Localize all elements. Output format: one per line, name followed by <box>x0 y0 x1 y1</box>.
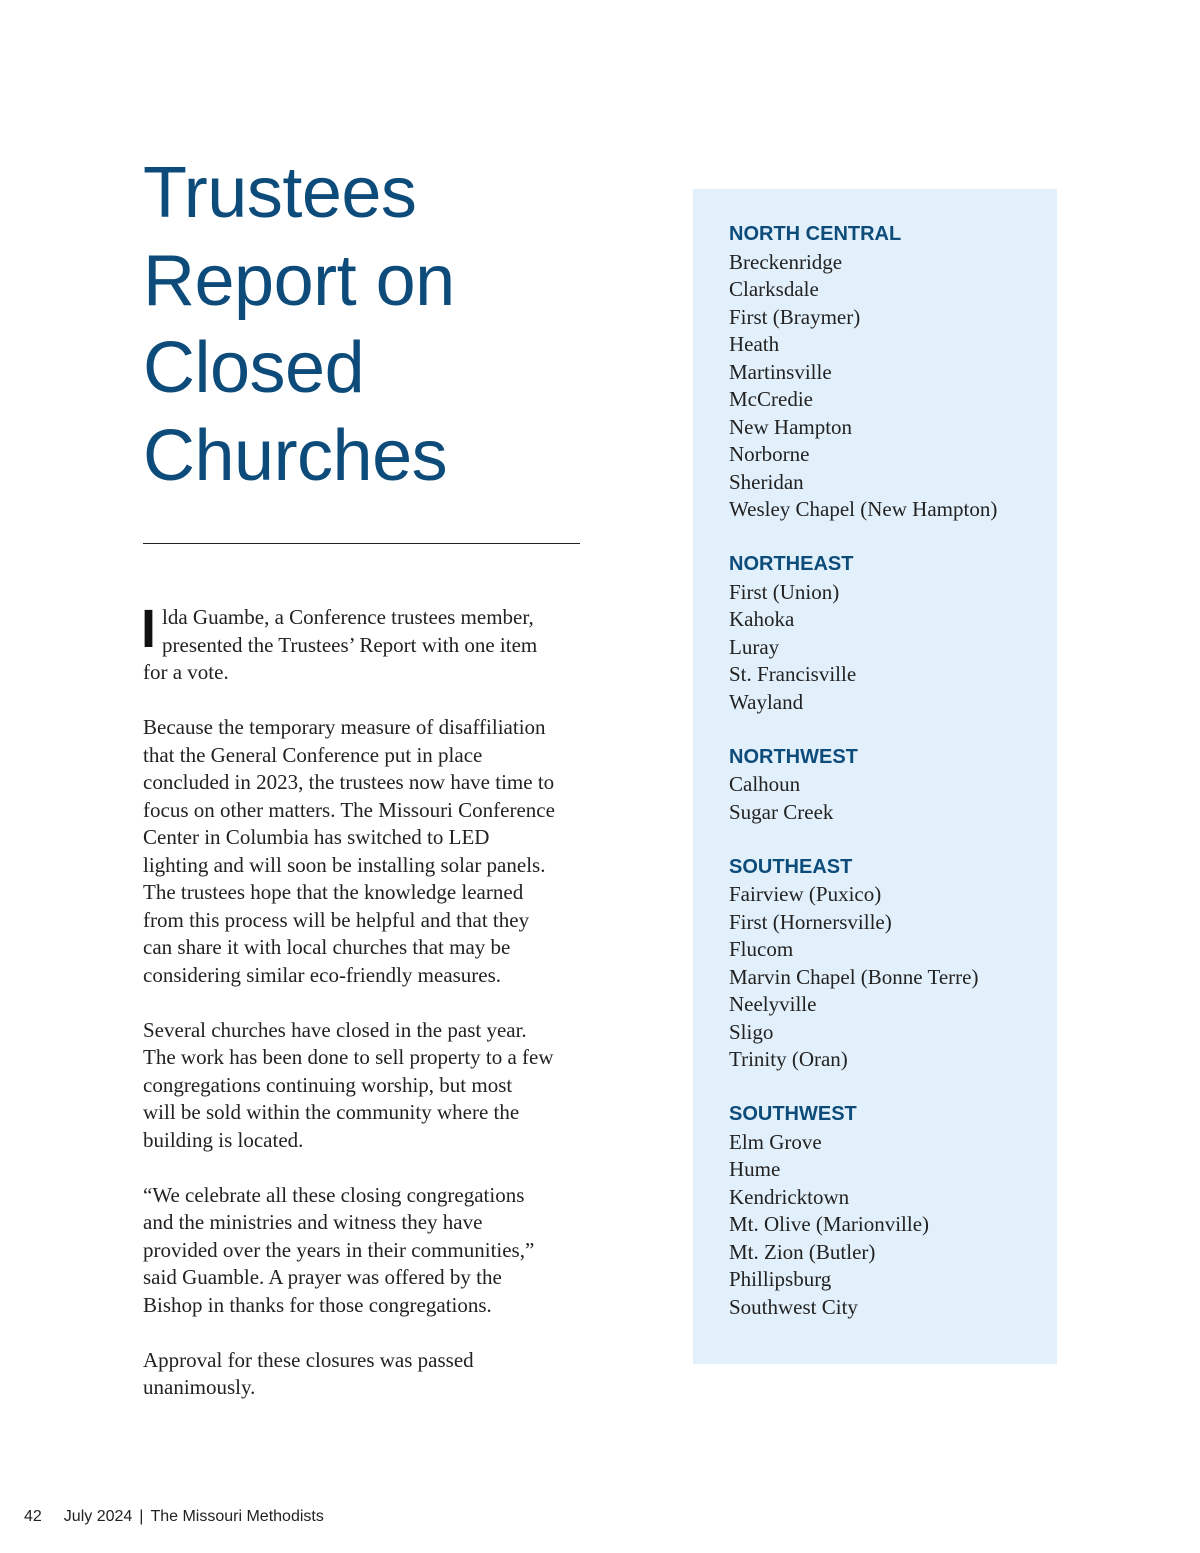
title-line: Churches <box>143 415 448 496</box>
church-item: First (Union) <box>729 579 840 604</box>
church-item: Mt. Olive (Marionville) <box>729 1212 930 1236</box>
church-item: Wesley Chapel (New Hampton) <box>729 497 998 521</box>
church-list <box>729 579 1049 717</box>
article-line: unanimously. <box>143 1375 256 1399</box>
article-line: focus on other matters. The Missouri Conference <box>143 797 555 822</box>
church-item: Norborne <box>729 442 810 466</box>
church-item: Clarksdale <box>729 277 819 301</box>
church-list <box>729 771 1049 826</box>
article-line: Several churches have closed in the past year. <box>143 1017 527 1042</box>
church-item: Neelyville <box>729 992 817 1016</box>
article-line: Approval for these closures was passed <box>143 1347 474 1372</box>
church-item: McCredie <box>729 387 813 411</box>
church-item: Heath <box>729 332 780 356</box>
church-item: Calhoun <box>729 772 801 796</box>
region-heading: SOUTHEAST <box>729 855 853 878</box>
page-footer <box>24 1507 324 1527</box>
region-heading: NORTH CENTRAL <box>729 223 902 245</box>
church-item: Fairview (Puxico) <box>729 882 882 906</box>
drop-cap: I <box>141 599 157 659</box>
church-list <box>729 249 1049 524</box>
article-line: from this process will be helpful and that they <box>143 907 530 932</box>
church-item: Trinity (Oran) <box>729 1047 848 1071</box>
article-line: considering similar eco-friendly measures. <box>143 962 502 987</box>
church-item: Kahoka <box>729 607 795 631</box>
church-item: Kendricktown <box>729 1184 850 1209</box>
church-item: Flucom <box>729 937 794 961</box>
church-item: Breckenridge <box>729 249 843 274</box>
church-item: First (Braymer) <box>729 304 861 329</box>
church-item: Sligo <box>729 1019 774 1044</box>
region-northwest <box>729 744 1049 827</box>
church-item: St. Francisville <box>729 662 857 686</box>
issue-date: July 2024 <box>63 1508 133 1525</box>
article-line: that the General Conference put in place <box>143 742 483 767</box>
region-north-central <box>729 221 1049 524</box>
publication-name: The Missouri Methodists <box>150 1508 324 1525</box>
article-line: concluded in 2023, the trustees now have time to <box>143 770 555 794</box>
region-northeast <box>729 551 1049 716</box>
church-item: Wayland <box>729 689 804 714</box>
article-line: can share it with local churches that may be <box>143 935 511 959</box>
title-divider <box>143 543 580 544</box>
article-line: presented the Trustees’ Report with one item <box>162 632 538 657</box>
article-line: “We celebrate all these closing congregations <box>143 1182 525 1207</box>
title-line: Closed <box>143 328 365 408</box>
article-line: building is located. <box>143 1127 304 1152</box>
church-item: Mt. Zion (Butler) <box>729 1239 876 1264</box>
region-heading: NORTHWEST <box>729 745 858 768</box>
church-item: Sheridan <box>729 469 804 494</box>
article-line: will be sold within the community where the <box>143 1100 520 1124</box>
article-line: and the ministries and witness they have <box>143 1210 483 1234</box>
article-line: Bishop in thanks for those congregations. <box>143 1292 492 1317</box>
church-item: Hume <box>729 1157 781 1181</box>
footer-separator: | <box>139 1508 144 1525</box>
article-line: lda Guambe, a Conference trustees member, <box>162 605 534 629</box>
article-line: The trustees hope that the knowledge learned <box>143 880 524 904</box>
article-paragraph <box>143 1347 588 1402</box>
church-item: New Hampton <box>729 414 853 439</box>
church-list <box>729 1129 1049 1322</box>
article-line: provided over the years in their communities,” <box>143 1237 535 1262</box>
page-number: 42 <box>24 1508 42 1525</box>
region-southwest <box>729 1101 1049 1321</box>
church-item: Martinsville <box>729 359 832 384</box>
article-paragraph <box>143 1017 588 1155</box>
region-heading: NORTHEAST <box>729 553 854 575</box>
article-line: said Guamble. A prayer was offered by the <box>143 1265 502 1289</box>
region-heading: SOUTHWEST <box>729 1103 857 1125</box>
church-item: Southwest City <box>729 1294 858 1319</box>
title-line: Trustees <box>143 153 417 233</box>
article-line: congregations continuing worship, but most <box>143 1072 513 1097</box>
church-item: Marvin Chapel (Bonne Terre) <box>729 964 979 989</box>
region-southeast <box>729 854 1049 1074</box>
article-paragraph <box>143 714 588 989</box>
church-item: Elm Grove <box>729 1129 822 1154</box>
article-line: The work has been done to sell property to a few <box>143 1045 554 1069</box>
article-body <box>141 599 588 1429</box>
page-title <box>143 150 613 500</box>
closed-churches-sidebar <box>693 189 1057 1364</box>
church-item: Sugar Creek <box>729 799 834 824</box>
article-line: for a vote. <box>143 660 229 684</box>
church-item: First (Hornersville) <box>729 909 892 934</box>
church-list <box>729 881 1049 1074</box>
church-item: Luray <box>729 634 780 659</box>
article-paragraph <box>143 1182 588 1320</box>
article-line: Center in Columbia has switched to LED <box>143 825 490 849</box>
church-item: Phillipsburg <box>729 1267 832 1291</box>
article-paragraph <box>141 599 588 687</box>
article-line: lighting and will soon be installing solar panels. <box>143 852 546 877</box>
article-line: Because the temporary measure of disaffiliation <box>143 715 546 739</box>
title-line: Report on <box>143 240 455 321</box>
